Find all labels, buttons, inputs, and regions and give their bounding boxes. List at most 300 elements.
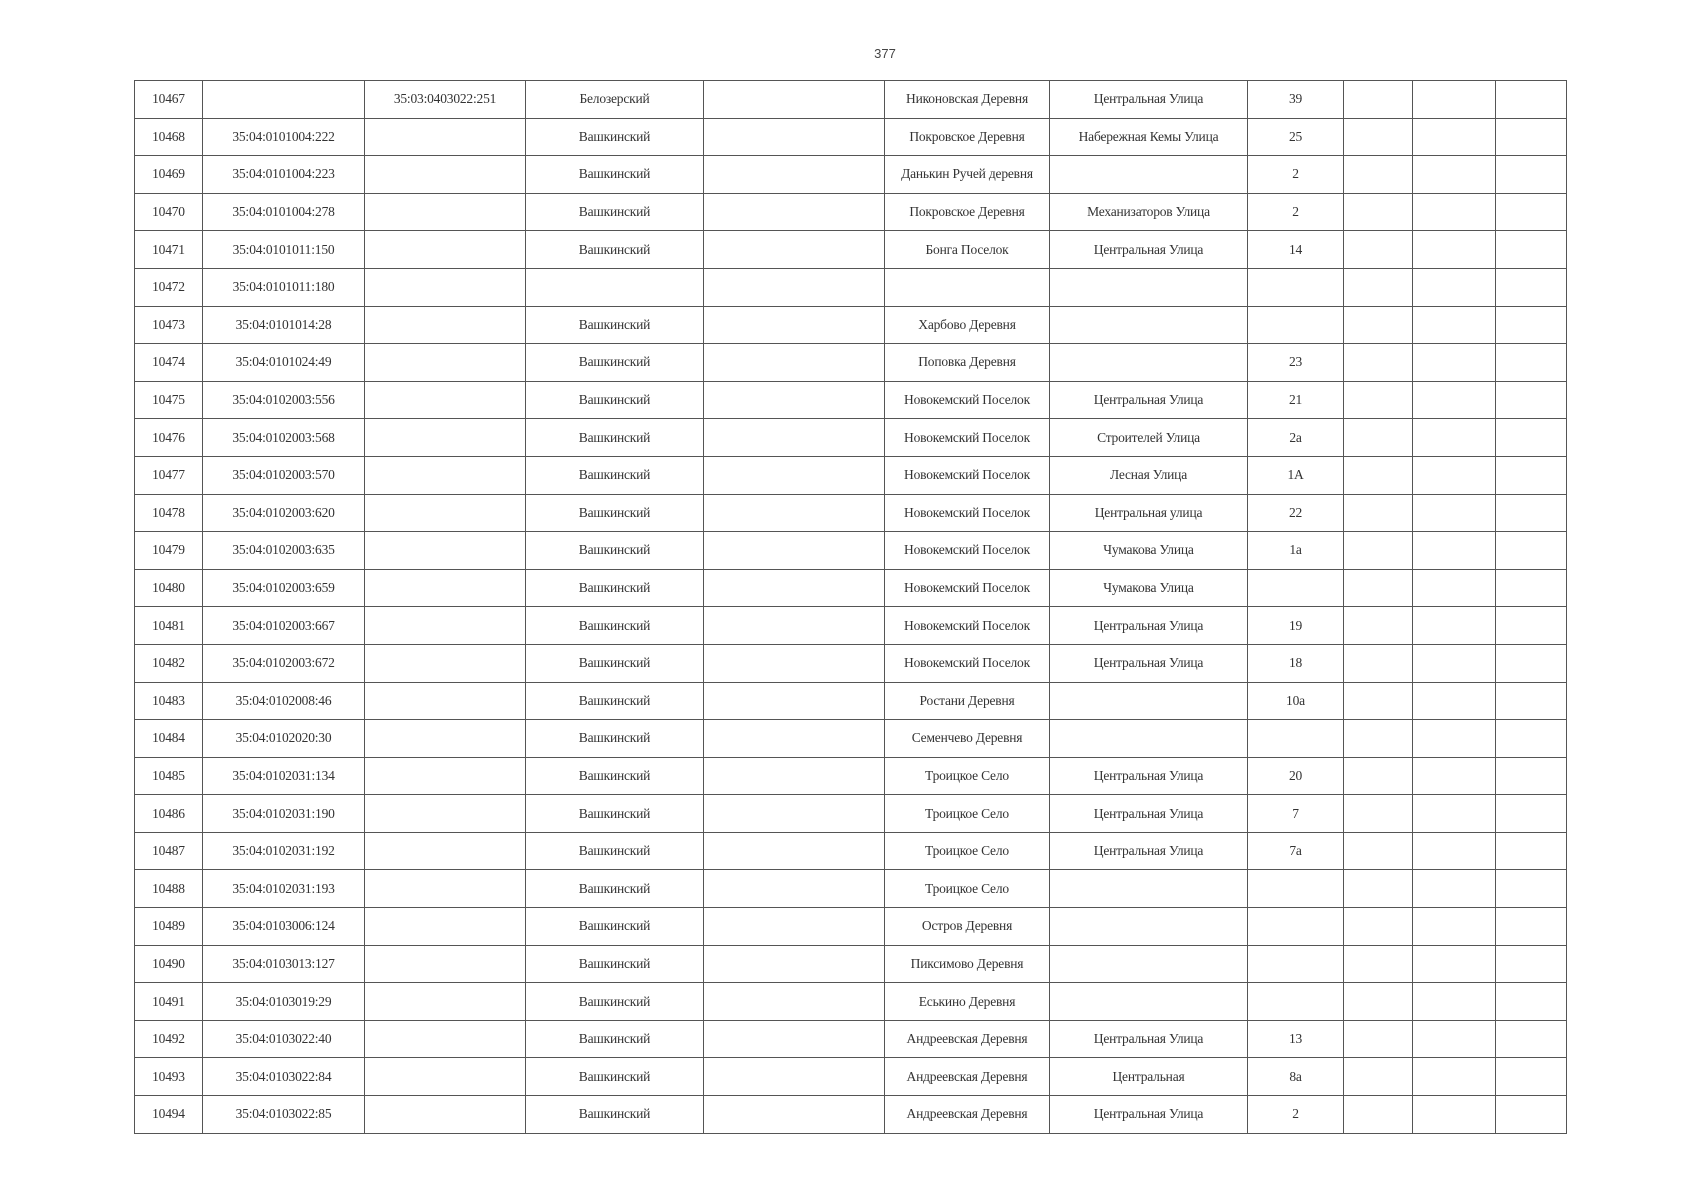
- house-number-cell: 20: [1248, 757, 1344, 795]
- cadastral-number-cell: 35:04:0102003:556: [203, 381, 365, 419]
- cadastral-number-cell: 35:04:0101024:49: [203, 344, 365, 382]
- cadastral-number-cell: 35:04:0103013:127: [203, 945, 365, 983]
- locality-cell: Новокемский Поселок: [885, 419, 1050, 457]
- locality-cell: Бонга Поселок: [885, 231, 1050, 269]
- cadastral-number-alt-cell: [365, 306, 526, 344]
- house-number-cell: 25: [1248, 118, 1344, 156]
- cadastral-number-cell: 35:04:0101011:150: [203, 231, 365, 269]
- district-cell: Вашкинский: [526, 193, 704, 231]
- empty-cell: [1496, 1058, 1567, 1096]
- cadastral-number-cell: 35:04:0102031:193: [203, 870, 365, 908]
- street-cell: Центральная Улица: [1050, 1020, 1248, 1058]
- locality-cell: Новокемский Поселок: [885, 644, 1050, 682]
- row-id-cell: 10473: [135, 306, 203, 344]
- table-row: [135, 795, 1567, 833]
- street-cell: [1050, 908, 1248, 946]
- cadastral-number-cell: [203, 81, 365, 119]
- cadastral-number-alt-cell: [365, 870, 526, 908]
- district-cell: Вашкинский: [526, 381, 704, 419]
- cadastral-number-alt-cell: [365, 532, 526, 570]
- empty-cell: [1344, 1020, 1413, 1058]
- empty-cell: [1413, 908, 1496, 946]
- empty-cell: [1496, 381, 1567, 419]
- empty-cell: [1344, 231, 1413, 269]
- registry-table: [134, 80, 1567, 1134]
- table-row: [135, 456, 1567, 494]
- house-number-cell: 8а: [1248, 1058, 1344, 1096]
- extra-cell: [704, 908, 885, 946]
- table-row: [135, 832, 1567, 870]
- house-number-cell: [1248, 983, 1344, 1021]
- district-cell: [526, 268, 704, 306]
- locality-cell: Андреевская Деревня: [885, 1096, 1050, 1134]
- cadastral-number-alt-cell: [365, 644, 526, 682]
- empty-cell: [1413, 720, 1496, 758]
- cadastral-number-cell: 35:04:0101014:28: [203, 306, 365, 344]
- locality-cell: Андреевская Деревня: [885, 1058, 1050, 1096]
- empty-cell: [1413, 494, 1496, 532]
- cadastral-number-alt-cell: [365, 945, 526, 983]
- street-cell: [1050, 682, 1248, 720]
- extra-cell: [704, 156, 885, 194]
- locality-cell: Пиксимово Деревня: [885, 945, 1050, 983]
- extra-cell: [704, 231, 885, 269]
- cadastral-number-alt-cell: 35:03:0403022:251: [365, 81, 526, 119]
- locality-cell: Новокемский Поселок: [885, 532, 1050, 570]
- house-number-cell: 21: [1248, 381, 1344, 419]
- empty-cell: [1413, 381, 1496, 419]
- extra-cell: [704, 456, 885, 494]
- house-number-cell: 13: [1248, 1020, 1344, 1058]
- district-cell: Вашкинский: [526, 456, 704, 494]
- locality-cell: Семенчево Деревня: [885, 720, 1050, 758]
- row-id-cell: 10480: [135, 569, 203, 607]
- street-cell: Центральная Улица: [1050, 757, 1248, 795]
- empty-cell: [1344, 795, 1413, 833]
- house-number-cell: 1а: [1248, 532, 1344, 570]
- locality-cell: [885, 268, 1050, 306]
- table-row: [135, 344, 1567, 382]
- empty-cell: [1344, 1058, 1413, 1096]
- locality-cell: Покровское Деревня: [885, 118, 1050, 156]
- locality-cell: Троицкое Село: [885, 832, 1050, 870]
- empty-cell: [1496, 1096, 1567, 1134]
- district-cell: Вашкинский: [526, 1058, 704, 1096]
- empty-cell: [1344, 908, 1413, 946]
- locality-cell: Остров Деревня: [885, 908, 1050, 946]
- row-id-cell: 10472: [135, 268, 203, 306]
- cadastral-number-alt-cell: [365, 720, 526, 758]
- district-cell: Вашкинский: [526, 344, 704, 382]
- street-cell: [1050, 306, 1248, 344]
- extra-cell: [704, 193, 885, 231]
- empty-cell: [1496, 268, 1567, 306]
- empty-cell: [1344, 607, 1413, 645]
- district-cell: Вашкинский: [526, 231, 704, 269]
- cadastral-number-cell: 35:04:0102003:667: [203, 607, 365, 645]
- empty-cell: [1496, 720, 1567, 758]
- empty-cell: [1496, 908, 1567, 946]
- street-cell: Центральная Улица: [1050, 832, 1248, 870]
- row-id-cell: 10475: [135, 381, 203, 419]
- row-id-cell: 10469: [135, 156, 203, 194]
- extra-cell: [704, 870, 885, 908]
- table-row: [135, 945, 1567, 983]
- table-row: [135, 607, 1567, 645]
- row-id-cell: 10486: [135, 795, 203, 833]
- house-number-cell: [1248, 945, 1344, 983]
- table-row: [135, 193, 1567, 231]
- empty-cell: [1496, 231, 1567, 269]
- extra-cell: [704, 81, 885, 119]
- empty-cell: [1413, 456, 1496, 494]
- row-id-cell: 10470: [135, 193, 203, 231]
- table-row: [135, 1020, 1567, 1058]
- house-number-cell: 2: [1248, 156, 1344, 194]
- extra-cell: [704, 607, 885, 645]
- table-row: [135, 306, 1567, 344]
- cadastral-number-cell: 35:04:0103022:84: [203, 1058, 365, 1096]
- row-id-cell: 10477: [135, 456, 203, 494]
- locality-cell: Покровское Деревня: [885, 193, 1050, 231]
- house-number-cell: [1248, 720, 1344, 758]
- empty-cell: [1413, 945, 1496, 983]
- empty-cell: [1413, 344, 1496, 382]
- locality-cell: Новокемский Поселок: [885, 569, 1050, 607]
- house-number-cell: 2: [1248, 1096, 1344, 1134]
- empty-cell: [1344, 682, 1413, 720]
- table-row: [135, 118, 1567, 156]
- empty-cell: [1413, 306, 1496, 344]
- extra-cell: [704, 569, 885, 607]
- empty-cell: [1496, 156, 1567, 194]
- extra-cell: [704, 945, 885, 983]
- empty-cell: [1496, 118, 1567, 156]
- row-id-cell: 10488: [135, 870, 203, 908]
- row-id-cell: 10482: [135, 644, 203, 682]
- extra-cell: [704, 757, 885, 795]
- row-id-cell: 10476: [135, 419, 203, 457]
- house-number-cell: 14: [1248, 231, 1344, 269]
- district-cell: Вашкинский: [526, 682, 704, 720]
- empty-cell: [1344, 983, 1413, 1021]
- house-number-cell: 10а: [1248, 682, 1344, 720]
- extra-cell: [704, 795, 885, 833]
- table-row: [135, 1096, 1567, 1134]
- street-cell: Центральная Улица: [1050, 381, 1248, 419]
- street-cell: Центральная: [1050, 1058, 1248, 1096]
- cadastral-number-alt-cell: [365, 1096, 526, 1134]
- house-number-cell: 7а: [1248, 832, 1344, 870]
- row-id-cell: 10489: [135, 908, 203, 946]
- district-cell: Вашкинский: [526, 1096, 704, 1134]
- empty-cell: [1413, 682, 1496, 720]
- empty-cell: [1344, 344, 1413, 382]
- locality-cell: Троицкое Село: [885, 795, 1050, 833]
- empty-cell: [1496, 344, 1567, 382]
- row-id-cell: 10487: [135, 832, 203, 870]
- cadastral-number-cell: 35:04:0102031:190: [203, 795, 365, 833]
- street-cell: Центральная Улица: [1050, 607, 1248, 645]
- house-number-cell: [1248, 908, 1344, 946]
- district-cell: Вашкинский: [526, 945, 704, 983]
- empty-cell: [1344, 193, 1413, 231]
- cadastral-number-cell: 35:04:0102008:46: [203, 682, 365, 720]
- empty-cell: [1413, 757, 1496, 795]
- locality-cell: Новокемский Поселок: [885, 381, 1050, 419]
- empty-cell: [1413, 156, 1496, 194]
- extra-cell: [704, 1058, 885, 1096]
- street-cell: [1050, 720, 1248, 758]
- district-cell: Вашкинский: [526, 607, 704, 645]
- district-cell: Вашкинский: [526, 532, 704, 570]
- cadastral-number-cell: 35:04:0102003:635: [203, 532, 365, 570]
- cadastral-number-cell: 35:04:0101004:222: [203, 118, 365, 156]
- empty-cell: [1344, 81, 1413, 119]
- cadastral-number-alt-cell: [365, 1058, 526, 1096]
- street-cell: [1050, 268, 1248, 306]
- row-id-cell: 10479: [135, 532, 203, 570]
- empty-cell: [1344, 757, 1413, 795]
- empty-cell: [1344, 1096, 1413, 1134]
- cadastral-number-cell: 35:04:0102003:570: [203, 456, 365, 494]
- street-cell: Набережная Кемы Улица: [1050, 118, 1248, 156]
- empty-cell: [1413, 193, 1496, 231]
- street-cell: Центральная Улица: [1050, 795, 1248, 833]
- row-id-cell: 10468: [135, 118, 203, 156]
- empty-cell: [1496, 870, 1567, 908]
- cadastral-number-alt-cell: [365, 494, 526, 532]
- table-row: [135, 569, 1567, 607]
- empty-cell: [1496, 832, 1567, 870]
- district-cell: Вашкинский: [526, 156, 704, 194]
- cadastral-number-cell: 35:04:0102003:568: [203, 419, 365, 457]
- empty-cell: [1344, 419, 1413, 457]
- cadastral-number-alt-cell: [365, 231, 526, 269]
- locality-cell: Новокемский Поселок: [885, 607, 1050, 645]
- extra-cell: [704, 419, 885, 457]
- house-number-cell: [1248, 870, 1344, 908]
- empty-cell: [1413, 983, 1496, 1021]
- empty-cell: [1496, 682, 1567, 720]
- empty-cell: [1496, 306, 1567, 344]
- district-cell: Вашкинский: [526, 306, 704, 344]
- row-id-cell: 10474: [135, 344, 203, 382]
- cadastral-number-cell: 35:04:0101004:223: [203, 156, 365, 194]
- cadastral-number-cell: 35:04:0103022:40: [203, 1020, 365, 1058]
- table-row: [135, 757, 1567, 795]
- empty-cell: [1344, 870, 1413, 908]
- locality-cell: Поповка Деревня: [885, 344, 1050, 382]
- extra-cell: [704, 983, 885, 1021]
- cadastral-number-alt-cell: [365, 832, 526, 870]
- street-cell: [1050, 344, 1248, 382]
- empty-cell: [1344, 945, 1413, 983]
- locality-cell: Новокемский Поселок: [885, 494, 1050, 532]
- row-id-cell: 10484: [135, 720, 203, 758]
- empty-cell: [1413, 1020, 1496, 1058]
- empty-cell: [1413, 1096, 1496, 1134]
- street-cell: Строителей Улица: [1050, 419, 1248, 457]
- empty-cell: [1496, 945, 1567, 983]
- empty-cell: [1496, 795, 1567, 833]
- table-row: [135, 231, 1567, 269]
- cadastral-number-cell: 35:04:0101011:180: [203, 268, 365, 306]
- cadastral-number-alt-cell: [365, 381, 526, 419]
- house-number-cell: 1А: [1248, 456, 1344, 494]
- row-id-cell: 10490: [135, 945, 203, 983]
- house-number-cell: [1248, 268, 1344, 306]
- empty-cell: [1344, 268, 1413, 306]
- cadastral-number-alt-cell: [365, 607, 526, 645]
- empty-cell: [1413, 795, 1496, 833]
- empty-cell: [1413, 268, 1496, 306]
- table-row: [135, 494, 1567, 532]
- row-id-cell: 10483: [135, 682, 203, 720]
- street-cell: [1050, 945, 1248, 983]
- empty-cell: [1344, 456, 1413, 494]
- locality-cell: Ростани Деревня: [885, 682, 1050, 720]
- house-number-cell: 23: [1248, 344, 1344, 382]
- cadastral-number-cell: 35:04:0101004:278: [203, 193, 365, 231]
- empty-cell: [1344, 118, 1413, 156]
- house-number-cell: 19: [1248, 607, 1344, 645]
- house-number-cell: [1248, 569, 1344, 607]
- street-cell: Чумакова Улица: [1050, 569, 1248, 607]
- empty-cell: [1413, 870, 1496, 908]
- empty-cell: [1496, 81, 1567, 119]
- locality-cell: Харбово Деревня: [885, 306, 1050, 344]
- district-cell: Вашкинский: [526, 569, 704, 607]
- empty-cell: [1413, 419, 1496, 457]
- extra-cell: [704, 381, 885, 419]
- cadastral-number-cell: 35:04:0102003:672: [203, 644, 365, 682]
- cadastral-number-alt-cell: [365, 156, 526, 194]
- cadastral-number-cell: 35:04:0102003:620: [203, 494, 365, 532]
- street-cell: Чумакова Улица: [1050, 532, 1248, 570]
- table-row: [135, 268, 1567, 306]
- house-number-cell: [1248, 306, 1344, 344]
- street-cell: Центральная Улица: [1050, 644, 1248, 682]
- house-number-cell: 7: [1248, 795, 1344, 833]
- district-cell: Вашкинский: [526, 908, 704, 946]
- district-cell: Вашкинский: [526, 720, 704, 758]
- empty-cell: [1413, 832, 1496, 870]
- house-number-cell: 2: [1248, 193, 1344, 231]
- empty-cell: [1413, 81, 1496, 119]
- empty-cell: [1496, 644, 1567, 682]
- extra-cell: [704, 494, 885, 532]
- row-id-cell: 10485: [135, 757, 203, 795]
- district-cell: Вашкинский: [526, 757, 704, 795]
- empty-cell: [1496, 983, 1567, 1021]
- street-cell: Механизаторов Улица: [1050, 193, 1248, 231]
- empty-cell: [1344, 532, 1413, 570]
- empty-cell: [1344, 494, 1413, 532]
- locality-cell: Еськино Деревня: [885, 983, 1050, 1021]
- cadastral-number-alt-cell: [365, 908, 526, 946]
- locality-cell: Троицкое Село: [885, 757, 1050, 795]
- cadastral-number-cell: 35:04:0102020:30: [203, 720, 365, 758]
- street-cell: [1050, 983, 1248, 1021]
- empty-cell: [1496, 1020, 1567, 1058]
- locality-cell: Данькин Ручей деревня: [885, 156, 1050, 194]
- empty-cell: [1413, 231, 1496, 269]
- table-row: [135, 1058, 1567, 1096]
- extra-cell: [704, 682, 885, 720]
- table-row: [135, 156, 1567, 194]
- empty-cell: [1496, 494, 1567, 532]
- table-row: [135, 381, 1567, 419]
- cadastral-number-cell: 35:04:0103019:29: [203, 983, 365, 1021]
- empty-cell: [1344, 156, 1413, 194]
- empty-cell: [1344, 381, 1413, 419]
- empty-cell: [1344, 306, 1413, 344]
- table-body: [135, 81, 1567, 1134]
- house-number-cell: 22: [1248, 494, 1344, 532]
- table-row: [135, 720, 1567, 758]
- empty-cell: [1344, 644, 1413, 682]
- empty-cell: [1413, 532, 1496, 570]
- district-cell: Вашкинский: [526, 118, 704, 156]
- cadastral-number-cell: 35:04:0103022:85: [203, 1096, 365, 1134]
- extra-cell: [704, 268, 885, 306]
- street-cell: Лесная Улица: [1050, 456, 1248, 494]
- street-cell: Центральная улица: [1050, 494, 1248, 532]
- empty-cell: [1496, 419, 1567, 457]
- row-id-cell: 10491: [135, 983, 203, 1021]
- cadastral-number-alt-cell: [365, 419, 526, 457]
- cadastral-number-alt-cell: [365, 193, 526, 231]
- cadastral-number-alt-cell: [365, 795, 526, 833]
- row-id-cell: 10494: [135, 1096, 203, 1134]
- empty-cell: [1344, 832, 1413, 870]
- extra-cell: [704, 118, 885, 156]
- street-cell: [1050, 870, 1248, 908]
- district-cell: Вашкинский: [526, 832, 704, 870]
- extra-cell: [704, 720, 885, 758]
- page-number: 377: [874, 46, 896, 61]
- house-number-cell: 39: [1248, 81, 1344, 119]
- cadastral-number-cell: 35:04:0102003:659: [203, 569, 365, 607]
- house-number-cell: 18: [1248, 644, 1344, 682]
- empty-cell: [1344, 569, 1413, 607]
- street-cell: Центральная Улица: [1050, 81, 1248, 119]
- cadastral-number-cell: 35:04:0102031:192: [203, 832, 365, 870]
- table-row: [135, 81, 1567, 119]
- street-cell: Центральная Улица: [1050, 1096, 1248, 1134]
- extra-cell: [704, 644, 885, 682]
- district-cell: Вашкинский: [526, 795, 704, 833]
- district-cell: Вашкинский: [526, 870, 704, 908]
- empty-cell: [1413, 1058, 1496, 1096]
- empty-cell: [1496, 456, 1567, 494]
- row-id-cell: 10471: [135, 231, 203, 269]
- cadastral-number-alt-cell: [365, 1020, 526, 1058]
- table-row: [135, 419, 1567, 457]
- row-id-cell: 10478: [135, 494, 203, 532]
- locality-cell: Троицкое Село: [885, 870, 1050, 908]
- row-id-cell: 10481: [135, 607, 203, 645]
- district-cell: Вашкинский: [526, 419, 704, 457]
- table-row: [135, 644, 1567, 682]
- district-cell: Вашкинский: [526, 644, 704, 682]
- row-id-cell: 10493: [135, 1058, 203, 1096]
- cadastral-number-alt-cell: [365, 268, 526, 306]
- empty-cell: [1413, 569, 1496, 607]
- empty-cell: [1496, 607, 1567, 645]
- empty-cell: [1413, 607, 1496, 645]
